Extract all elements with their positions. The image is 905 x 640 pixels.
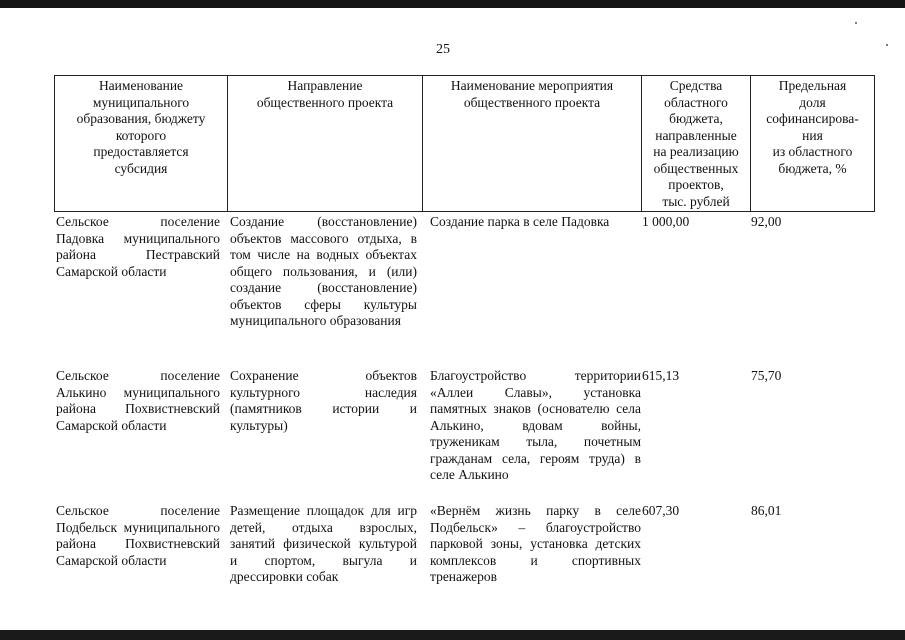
cell-event: Благоустройство территории «Аллеи Славы», установка памятных знаков (основателю села Алькино, вдовам войны, труженикам тыла, почетным гражданам села, героям труда) в селе Алькино [430,368,641,482]
cell-event: Создание парка в селе Падовка [430,214,610,229]
cell-municipality: Сельское поселение Алькино муниципального района Похвистневский Самарской области [56,368,220,433]
header-line: субсидия [114,160,168,176]
scan-speck [855,22,857,24]
table-header [54,75,875,212]
cell-direction: Размещение площадок для игр детей, отдыха взрослых, занятий физической культурой и спортом, выгула и дрессировки собак [230,503,417,584]
header-line: софинансирова- [766,111,859,126]
header-line: образования, бюджету [76,111,206,126]
page-number: 25 [436,42,450,57]
header-direction [227,76,422,211]
cell-funds: 615,13 [642,368,680,383]
scan-speck [886,44,888,46]
bottom-scan-border [0,630,905,640]
cell-funds: 607,30 [642,503,680,518]
header-line: из областного [772,144,853,159]
top-scan-border [0,0,905,8]
header-line: направленные [655,127,737,143]
header-line: областного [664,94,728,110]
header-event [422,76,641,211]
header-line: Наименование мероприятия [450,78,614,93]
header-line: которого [115,127,167,143]
header-line: Средства [669,78,723,93]
cell-municipality: Сельское поселение Подбельск муниципального района Похвистневский Самарской области [56,503,220,568]
header-line: на реализацию [653,144,739,159]
header-municipality [55,76,227,211]
cell-direction: Создание (восстановление) объектов массового отдыха, в том числе на водных объектах общего пользования, и (или) создание (восстановление) объектов сферы культуры муниципального образования [230,214,417,328]
cell-share: 92,00 [751,214,782,229]
header-line: Предельная [778,78,847,93]
header-line: бюджета, % [778,160,847,176]
header-line: ния [802,127,823,143]
cell-share: 86,01 [751,503,782,518]
cell-event: «Вернём жизнь парку в селе Подбельск» – благоустройство парковой зоны, установка детских комплексов и спортивных тренажеров [430,503,641,584]
header-line: муниципального [92,94,190,110]
header-line: доля [799,94,826,110]
header-line: предоставляется [93,144,189,159]
cell-share: 75,70 [751,368,782,383]
header-line: Наименование [98,78,184,93]
header-line: Направление [287,78,363,93]
header-line: бюджета, [669,111,723,126]
header-line: общественного проекта [463,94,601,110]
cell-funds: 1 000,00 [642,214,690,229]
cell-municipality: Сельское поселение Падовка муниципального района Пестравский Самарской области [56,214,220,279]
header-share [750,76,874,211]
header-line: тыс. рублей [662,193,730,209]
header-funds [641,76,750,211]
header-line: общественного проекта [256,94,394,110]
header-line: общественных [653,160,739,176]
header-line: проектов, [668,177,724,192]
cell-direction: Сохранение объектов культурного наследия (памятников истории и культуры) [230,368,417,433]
